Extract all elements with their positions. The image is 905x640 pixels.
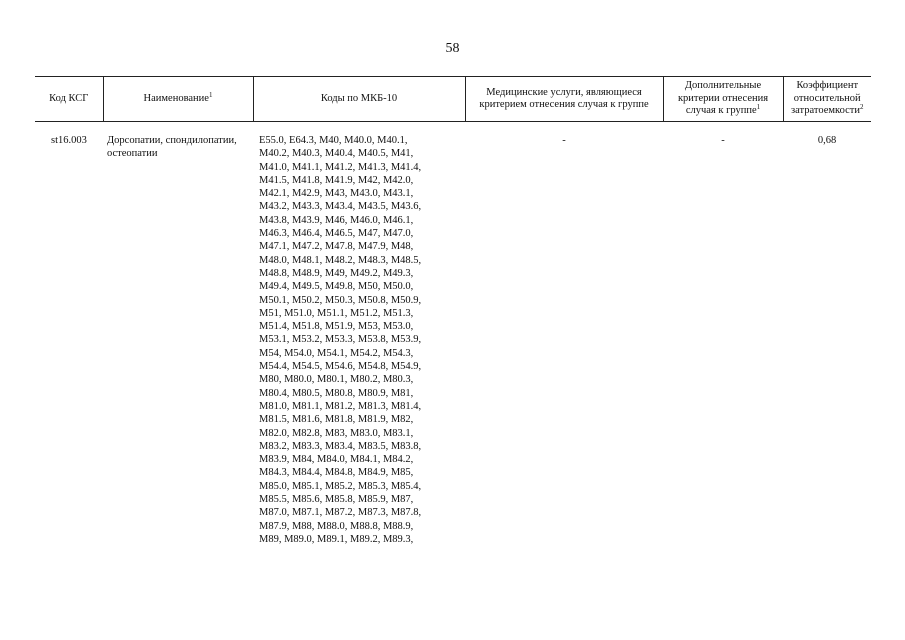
header-services: Медицинские услуги, являющиеся критерием отнесения случая к группе [465,77,663,122]
cell-name: Дорсопатии, спондилопатии, остеопатии [107,135,237,160]
mkb-code-line: M49.4, M49.5, M49.8, M50, M50.0, [259,281,414,293]
mkb-code-line: E55.0, E64.3, M40, M40.0, M40.1, [259,135,408,146]
mkb-code-line: M43.2, M43.3, M43.4, M43.5, M43.6, [259,201,422,213]
mkb-code-line: M42.1, M42.9, M43, M43.0, M43.1, [259,188,414,200]
mkb-code-line: M87.9, M88, M88.0, M88.8, M88.9, [259,520,414,532]
mkb-code-line: M41.5, M41.8, M41.9, M42, M42.0, [259,174,414,186]
mkb-code-line: M87.0, M87.1, M87.2, M87.3, M87.8, [259,507,422,519]
cell-coefficient: 0,68 [817,135,837,146]
header-name: Наименование$^1$ [103,77,253,122]
cell-additional-criteria: - [721,135,725,146]
mkb-code-line: M53.1, M53.2, M53.3, M53.8, M53.9, [259,334,422,346]
mkb-code-line: M85.5, M85.6, M85.8, M85.9, M87, [259,494,414,506]
mkb-code-line: M80.4, M80.5, M80.8, M80.9, M81, [259,387,414,399]
cell-ksg-code: st16.003 [51,135,87,146]
mkb-code-line: M81.5, M81.6, M81.8, M81.9, M82, [259,414,414,426]
mkb-code-line: M81.0, M81.1, M81.2, M81.3, M81.4, [259,400,422,412]
table-header-row [35,77,871,122]
cell-mkb-codes [253,122,465,547]
mkb-code-line: M80, M80.0, M80.1, M80.2, M80.3, [259,374,414,386]
mkb-code-line: M40.2, M40.3, M40.4, M40.5, M41, [259,148,414,160]
cell-services: - [562,135,566,146]
mkb-code-line: M46.3, M46.4, M46.5, M47, M47.0, [259,228,414,240]
ksg-table [35,76,871,546]
page-number: 58 [445,41,460,56]
mkb-code-line: M43.8, M43.9, M46, M46.0, M46.1, [259,214,414,226]
table-row [35,122,871,547]
mkb-code-line: M85.0, M85.1, M85.2, M85.3, M85.4, [259,480,422,492]
mkb-code-line: M51.4, M51.8, M51.9, M53, M53.0, [259,321,414,333]
mkb-code-line: M47.1, M47.2, M47.8, M47.9, M48, [259,241,414,253]
mkb-code-line: M54.4, M54.5, M54.6, M54.8, M54.9, [259,361,422,373]
header-mkb-codes: Коды по МКБ-10 [253,77,465,122]
mkb-code-line: M83.9, M84, M84.0, M84.1, M84.2, [259,454,414,466]
mkb-code-line: M48.8, M48.9, M49, M49.2, M49.3, [259,267,414,279]
header-additional-criteria: Дополнительные критерии отнесения случая к группе$^1$ [663,77,783,122]
header-code: Код КСГ [35,77,103,122]
mkb-code-line: M82.0, M82.8, M83, M83.0, M83.1, [259,427,414,439]
mkb-code-line: M54, M54.0, M54.1, M54.2, M54.3, [259,347,414,359]
header-coefficient: Коэффициент относительной затратоемкости$^2$ [783,77,871,122]
mkb-code-line: M48.0, M48.1, M48.2, M48.3, M48.5, [259,254,422,266]
mkb-code-line: M84.3, M84.4, M84.8, M84.9, M85, [259,467,414,479]
mkb-code-line: M89, M89.0, M89.1, M89.2, M89.3, [259,533,414,545]
mkb-code-line: M51, M51.0, M51.1, M51.2, M51.3, [259,307,414,319]
mkb-code-line: M41.0, M41.1, M41.2, M41.3, M41.4, [259,161,422,173]
mkb-code-line: M83.2, M83.3, M83.4, M83.5, M83.8, [259,440,422,452]
mkb-code-line: M50.1, M50.2, M50.3, M50.8, M50.9, [259,294,422,306]
